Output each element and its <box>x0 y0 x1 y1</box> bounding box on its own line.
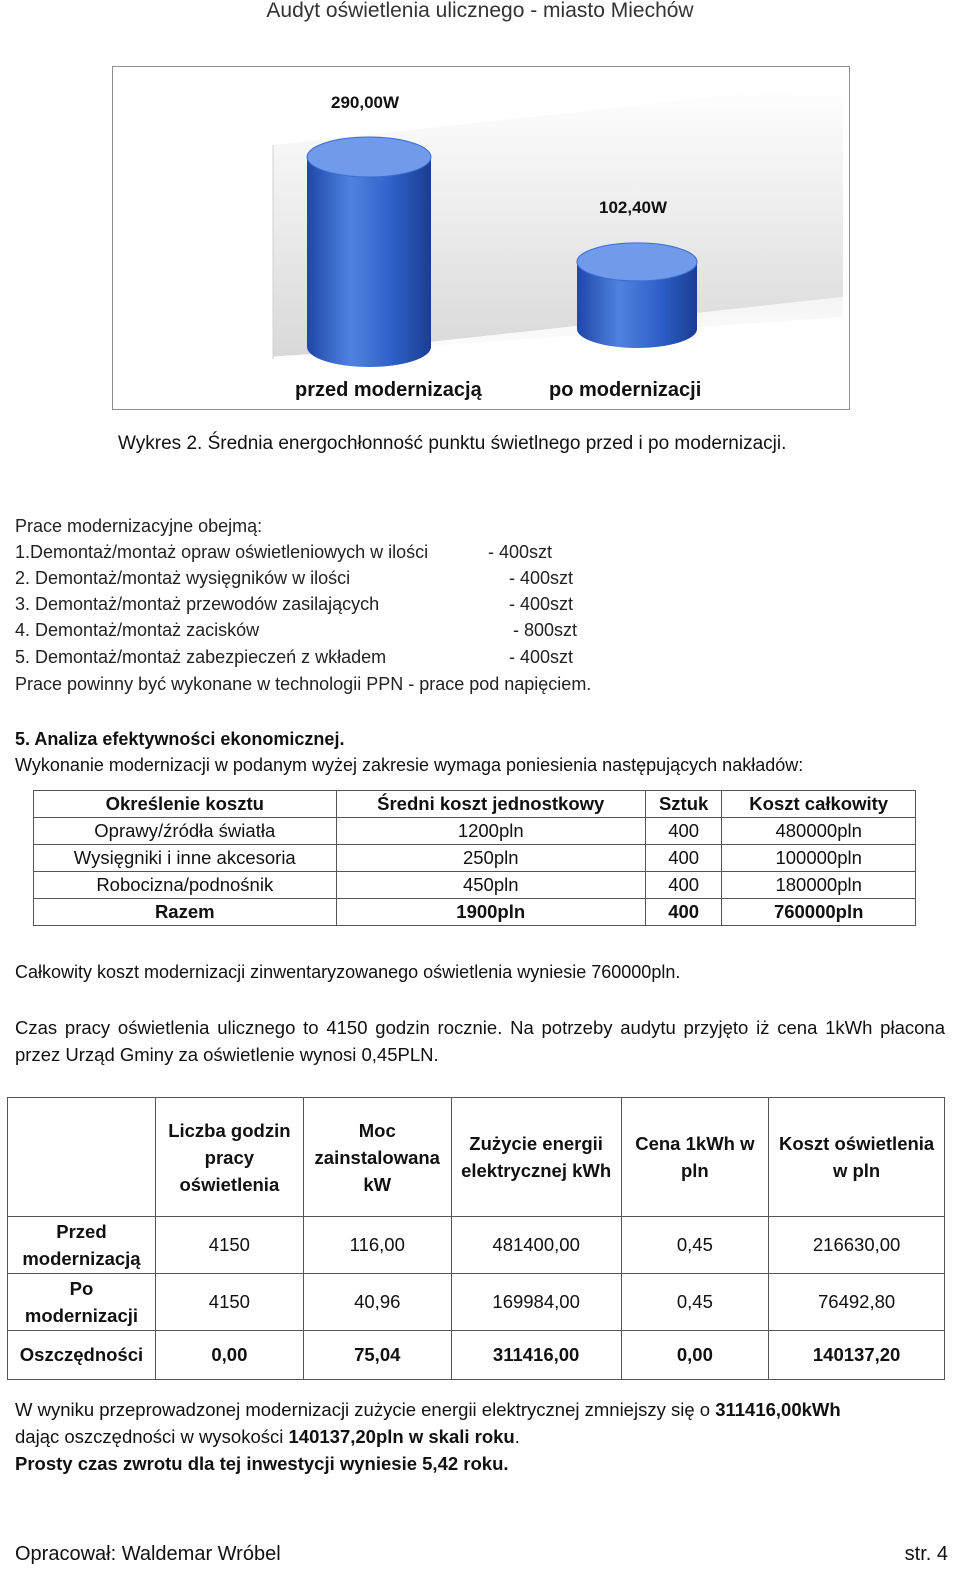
table-cell: Wysięgniki i inne akcesoria <box>34 845 337 872</box>
works-item: 1.Demontaż/montaż opraw oświetleniowych w ilości <box>15 542 429 562</box>
conclusion-text: . <box>514 1426 520 1447</box>
works-item-qty: - 400szt <box>509 594 574 614</box>
conclusion-money-saved: 140137,20pln w skali roku <box>288 1426 515 1447</box>
category-label-after: po modernizacji <box>549 379 702 401</box>
bar-top <box>577 243 697 281</box>
table-header-cell: Cena 1kWh w pln <box>621 1098 769 1217</box>
table-cell: 40,96 <box>303 1274 451 1331</box>
table-cell: 400 <box>645 899 721 926</box>
table-cell: 140137,20 <box>769 1331 945 1380</box>
table-cell: 216630,00 <box>769 1217 945 1274</box>
table-cell: 169984,00 <box>451 1274 621 1331</box>
table-header-row <box>34 791 916 818</box>
table-cell: 100000pln <box>722 845 916 872</box>
bar-chart <box>113 67 849 409</box>
table-row-label: Oszczędności <box>8 1331 156 1380</box>
table-cell: 0,45 <box>621 1217 769 1274</box>
table-row-label: Przed modernizacją <box>8 1217 156 1274</box>
table-cell: Oprawy/źródła światła <box>34 818 337 845</box>
chart-caption: Wykres 2. Średnia energochłonność punktu świetlnego przed i po modernizacji. <box>118 433 787 454</box>
hours-text: Czas pracy oświetlenia ulicznego to 4150 godzin rocznie. Na potrzeby audytu przyjęto iż cena 1kWh płacona przez Urząd Gminy za oświetlenie wynosi 0,45PLN. <box>15 1017 945 1065</box>
footer-page-number: str. 4 <box>904 1543 948 1565</box>
table-cell: 4150 <box>155 1217 303 1274</box>
chart-frame <box>112 66 850 410</box>
table-cell: 400 <box>645 818 721 845</box>
works-item: 5. Demontaż/montaż zabezpieczeń z wkładem <box>15 647 387 667</box>
table-cell: 4150 <box>155 1274 303 1331</box>
table-header-row <box>8 1098 945 1217</box>
conclusion-paragraph <box>15 1396 945 1477</box>
works-item-qty: - 400szt <box>509 568 574 588</box>
footer-author: Opracował: Waldemar Wróbel <box>15 1543 281 1565</box>
table-row <box>34 818 916 845</box>
conclusion-text: dając oszczędności w wysokości <box>15 1426 289 1447</box>
table-row <box>8 1217 945 1274</box>
table-cell: 180000pln <box>722 872 916 899</box>
total-cost-text: Całkowity koszt modernizacji zinwentaryzowanego oświetlenia wyniesie 760000pln. <box>15 962 681 982</box>
bar-after <box>577 243 697 348</box>
table-cell: 760000pln <box>722 899 916 926</box>
table-header-cell <box>8 1098 156 1217</box>
conclusion-text: W wyniku przeprowadzonej modernizacji zużycie energii elektrycznej zmniejszy się o <box>15 1399 716 1420</box>
bar-top <box>307 137 431 177</box>
works-item-qty: - 800szt <box>513 620 578 640</box>
table-cell: 0,45 <box>621 1274 769 1331</box>
cost-table <box>33 790 916 926</box>
works-item-qty: - 400szt <box>488 542 553 562</box>
table-cell: 400 <box>645 872 721 899</box>
bar-before <box>307 137 431 367</box>
table-cell: 311416,00 <box>451 1331 621 1380</box>
section-heading: 5. Analiza efektywności ekonomicznej. <box>15 729 345 749</box>
table-header-cell: Zużycie energii elektrycznej kWh <box>451 1098 621 1217</box>
data-label-before: 290,00W <box>331 93 400 112</box>
table-total-row <box>34 899 916 926</box>
table-cell: Razem <box>34 899 337 926</box>
payback-text: Prosty czas zwrotu dla tej inwestycji wyniesie 5,42 roku. <box>15 1453 509 1474</box>
works-item: 3. Demontaż/montaż przewodów zasilających <box>15 594 380 614</box>
page-header: Audyt oświetlenia ulicznego - miasto Miechów <box>266 0 694 22</box>
table-header-cell: Koszt oświetlenia w pln <box>769 1098 945 1217</box>
table-cell: 400 <box>645 845 721 872</box>
table-row <box>34 845 916 872</box>
table-cell: 116,00 <box>303 1217 451 1274</box>
table-row <box>8 1274 945 1331</box>
table-savings-row <box>8 1331 945 1380</box>
table-cell: 1200pln <box>336 818 645 845</box>
table-cell: 0,00 <box>621 1331 769 1380</box>
table-header-cell: Określenie kosztu <box>34 791 337 818</box>
works-item-qty: - 400szt <box>509 647 574 667</box>
bar-body <box>307 157 431 367</box>
works-note: Prace powinny być wykonane w technologii PPN - prace pod napięciem. <box>15 674 592 694</box>
table-cell: 450pln <box>336 872 645 899</box>
table-row <box>34 872 916 899</box>
table-header-cell: Średni koszt jednostkowy <box>336 791 645 818</box>
table-header-cell: Koszt całkowity <box>722 791 916 818</box>
table-cell: 250pln <box>336 845 645 872</box>
conclusion-energy-saved: 311416,00kWh <box>715 1399 841 1420</box>
table-cell: 76492,80 <box>769 1274 945 1331</box>
category-label-before: przed modernizacją <box>295 379 482 401</box>
table-cell: 0,00 <box>155 1331 303 1380</box>
works-item: 2. Demontaż/montaż wysięgników w ilości <box>15 568 351 588</box>
table-cell: 481400,00 <box>451 1217 621 1274</box>
section-intro: Wykonanie modernizacji w podanym wyżej zakresie wymaga poniesienia następujących nakładów: <box>15 755 804 775</box>
data-label-after: 102,40W <box>599 197 668 217</box>
table-cell: 1900pln <box>336 899 645 926</box>
energy-table <box>7 1097 945 1380</box>
table-cell: Robocizna/podnośnik <box>34 872 337 899</box>
table-header-cell: Sztuk <box>645 791 721 818</box>
works-intro: Prace modernizacyjne obejmą: <box>15 516 263 536</box>
table-cell: 75,04 <box>303 1331 451 1380</box>
table-cell: 480000pln <box>722 818 916 845</box>
works-item: 4. Demontaż/montaż zacisków <box>15 620 260 640</box>
table-header-cell: Liczba godzin pracy oświetlenia <box>155 1098 303 1217</box>
table-row-label: Po modernizacji <box>8 1274 156 1331</box>
table-header-cell: Moc zainstalowana kW <box>303 1098 451 1217</box>
